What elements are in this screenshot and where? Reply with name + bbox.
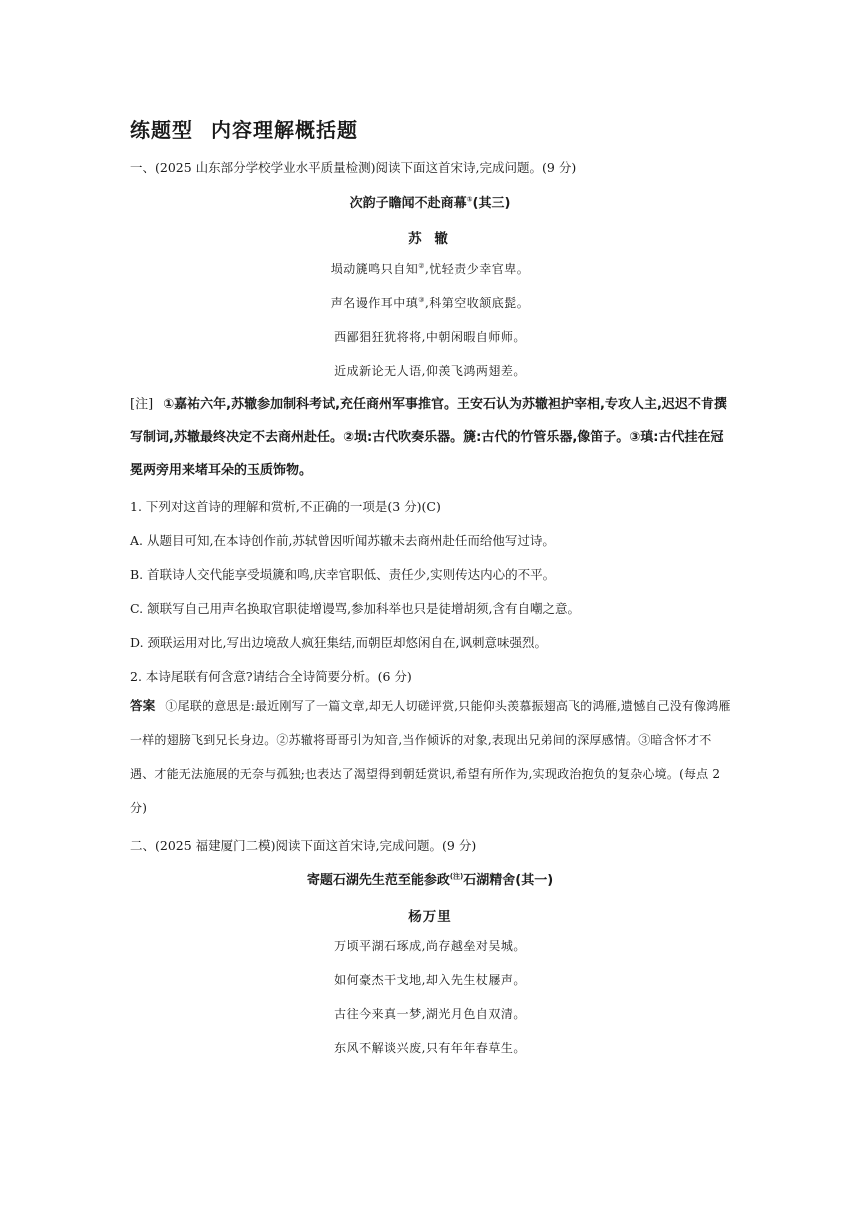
option-a: A. 从题目可知,在本诗创作前,苏轼曾因听闻苏辙未去商州赴任而给他写过诗。 <box>130 533 555 548</box>
answer-label: 答案 <box>130 698 156 713</box>
answer-text: ①尾联的意思是:最近刚写了一篇文章,却无人切磋评赏,只能仰头羡慕振翅高飞的鸿雁,遗憾自己没有像鸿雁一样的翅膀飞到兄长身边。②苏辙将哥哥引为知音,当作倾诉的对象,表现出兄弟间的深厚感情。③暗含怀才不遇、才能无法施展的无奈与孤独;也表达了渴望得到朝廷赏识,希望有所作为,实现政治抱负的复杂心境。(每点 2 分) <box>130 699 731 815</box>
footnote-mark: ② <box>418 262 425 270</box>
poem-line: 东风不解谈兴废,只有年年春草生。 <box>334 1041 526 1055</box>
poem-title-suffix: (其三) <box>472 196 511 211</box>
problem1-intro: 一、(2025 山东部分学校学业水平质量检测)阅读下面这首宋诗,完成问题。(9 分) <box>130 160 577 175</box>
footnote-mark: ③ <box>418 296 425 304</box>
poem-line: 古往今来真一梦,湖光月色自双清。 <box>334 1007 526 1021</box>
option-b: B. 首联诗人交代能享受埙篪和鸣,庆幸官职低、责任少,实则传达内心的不平。 <box>130 567 556 582</box>
poem-notes <box>130 388 733 487</box>
poem-line: 万顷平湖石琢成,尚存越垒对吴城。 <box>334 939 526 953</box>
problem2-intro: 二、(2025 福建厦门二模)阅读下面这首宋诗,完成问题。(9 分) <box>130 838 477 853</box>
section-title-part2: 内容理解概括题 <box>211 118 358 142</box>
poem-line: 声名谩作耳中瑱③,科第空收颔底髭。 <box>330 296 530 310</box>
poem-line: 埙动篪鸣只自知②,忧轻责少幸官卑。 <box>330 262 530 276</box>
option-d: D. 颈联运用对比,写出边境敌人疯狂集结,而朝臣却悠闲自在,讽刺意味强烈。 <box>130 635 547 650</box>
poem-title-footnote-mark: ① <box>466 195 473 204</box>
question-2: 2. 本诗尾联有何含意?请结合全诗简要分析。(6 分) <box>130 669 412 684</box>
problem2-poem-title <box>0 869 860 888</box>
answer-block <box>130 689 735 825</box>
note-label: [注] <box>130 397 154 412</box>
section-title-part1: 练题型 <box>130 118 193 142</box>
poem-title-footnote-mark: (注) <box>449 872 464 881</box>
problem2-author: 杨万里 <box>408 909 452 925</box>
poem-line: 如何豪杰干戈地,却入先生杖屦声。 <box>334 973 526 987</box>
poem-line: 近成新论无人语,仰羡飞鸿两翅差。 <box>334 364 526 378</box>
problem1-poem-title <box>0 192 860 211</box>
question-1: 1. 下列对这首诗的理解和赏析,不正确的一项是(3 分)(C) <box>130 499 441 514</box>
poem-title-suffix: 石湖精舍(其一) <box>463 873 554 888</box>
poem-line: 西鄙猖狂犹将将,中朝闲暇自师师。 <box>334 330 526 344</box>
note-text: ①嘉祐六年,苏辙参加制科考试,充任商州军事推官。王安石认为苏辙袒护宰相,专攻人主,迟迟不肯撰写制词,苏辙最终决定不去商州赴任。②埙:古代吹奏乐器。篪:古代的竹管乐器,像笛子。③瑱:古代挂在冠冕两旁用来堵耳朵的玉质饰物。 <box>130 397 727 478</box>
poem-title-text: 次韵子瞻闻不赴商幕 <box>349 196 467 211</box>
section-title <box>130 114 358 143</box>
poem-title-text: 寄题石湖先生范至能参政 <box>306 873 450 888</box>
option-c: C. 颔联写自己用声名换取官职徒增谩骂,参加科举也只是徒增胡须,含有自嘲之意。 <box>130 601 581 616</box>
problem1-author: 苏 辙 <box>408 231 452 247</box>
